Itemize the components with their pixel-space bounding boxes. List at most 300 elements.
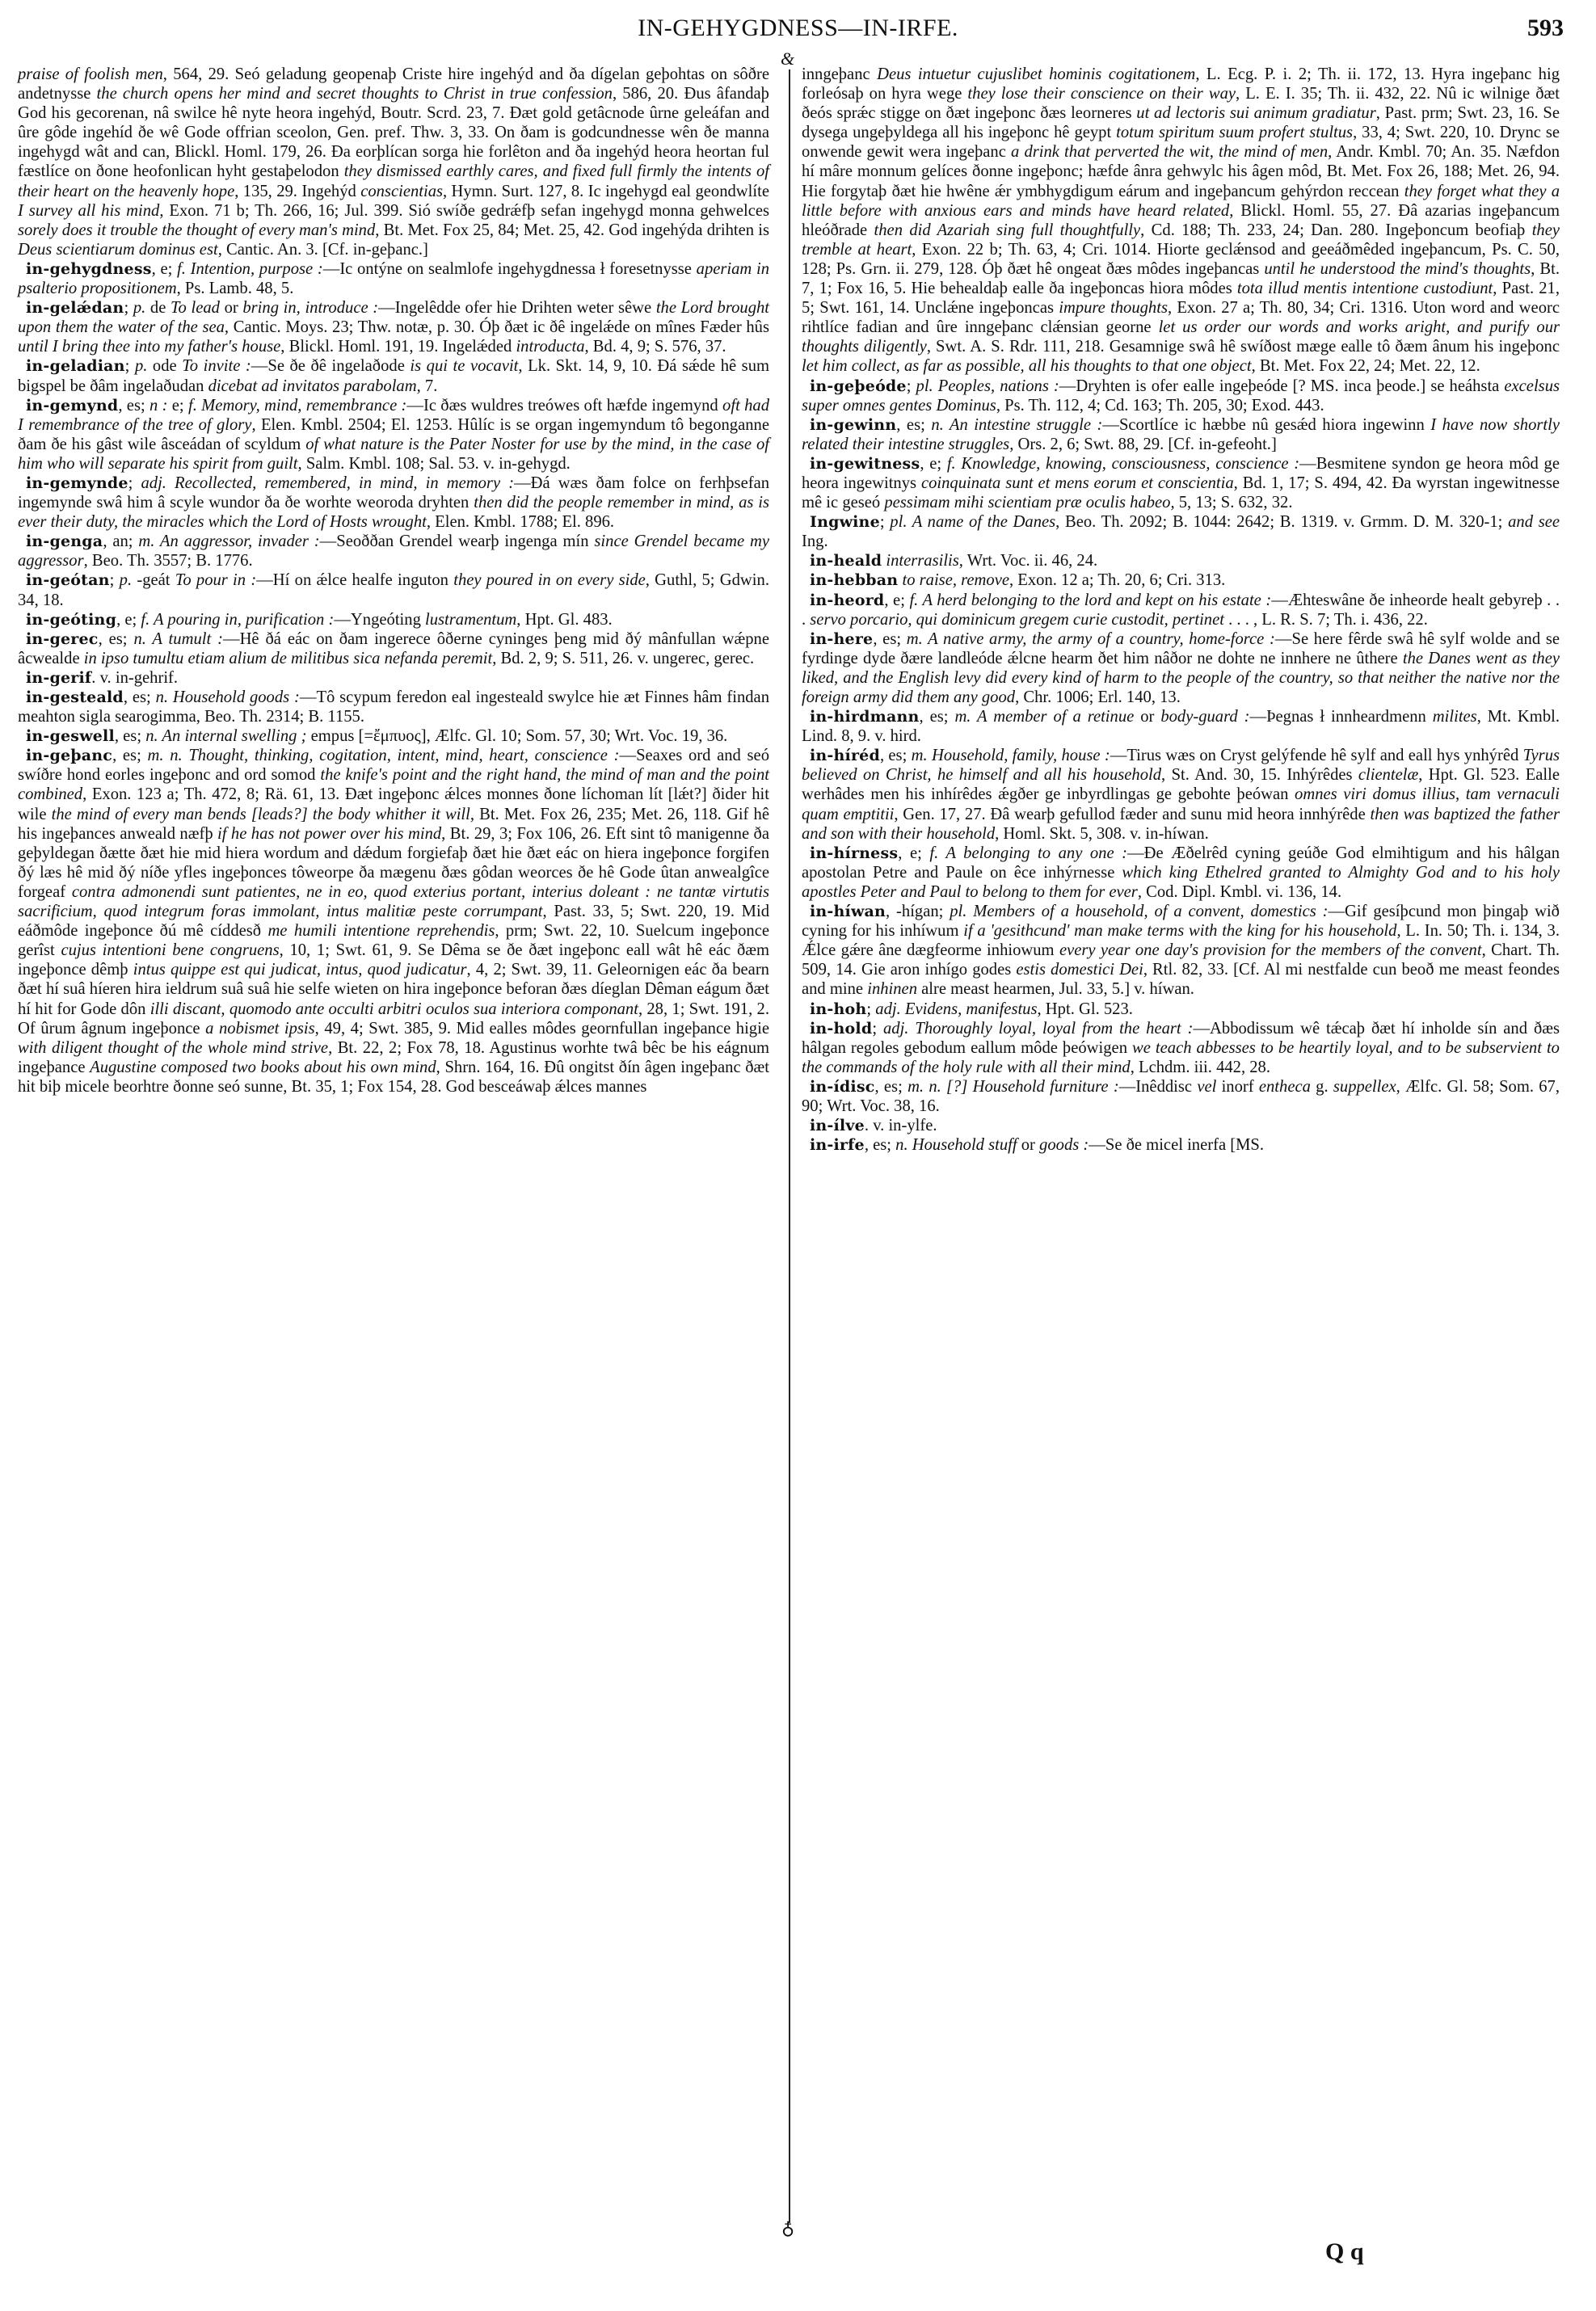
- italic-gloss: body-guard :: [1160, 708, 1250, 726]
- italic-gloss: n. Household stuff: [895, 1136, 1017, 1155]
- italic-gloss: me humili intentione reprehendis: [267, 922, 495, 941]
- italic-gloss: omnes viri domus illius, tam vernaculi quam emptitii: [802, 785, 1560, 823]
- dictionary-entry: [802, 707, 1560, 746]
- headword: in-gesteald: [26, 688, 124, 706]
- entry-text: . v. in-gehrif.: [91, 668, 179, 687]
- italic-gloss: To lead: [170, 299, 220, 318]
- entry-text: , Beo. Th. 3557; B. 1776.: [83, 552, 253, 570]
- entry-text: . . . , L. R. S. 7; Th. i. 436, 22.: [1223, 610, 1428, 629]
- dictionary-entry: [18, 396, 769, 474]
- entry-text: , e;: [884, 591, 910, 609]
- italic-gloss: and see: [1508, 513, 1560, 532]
- italic-gloss: aperiam in psalterio propositionem: [18, 259, 770, 298]
- italic-gloss: in ipso tumultu etiam alium de militibus sica nefanda peremit: [83, 649, 493, 667]
- italic-gloss: Deus intuetur cujuslibet hominis cogitationem: [877, 65, 1196, 83]
- entry-text: —Yngeóting: [334, 610, 426, 629]
- dictionary-entry: [802, 591, 1560, 629]
- italic-gloss: the Danes went as they liked, and the English levy did every kind of harm to the people of the country, so that neither the native nor the foreign army did them any good: [802, 649, 1560, 706]
- entry-text: , Chr. 1006; Erl. 140, 13.: [1015, 688, 1181, 706]
- italic-gloss: f. A herd belonging to the lord and kept on his estate :: [909, 591, 1272, 609]
- italic-gloss: f. A pouring in, purification :: [141, 610, 335, 629]
- entry-text: , Elen. Kmbl. 2504; El. 1253. Hûlíc is se organ ingemyndum tô begonganne ðam ðe his gâst wile âsceádan of scyldum: [18, 415, 769, 453]
- italic-gloss: they lose their conscience on their way: [967, 85, 1236, 103]
- italic-gloss: a drink that perverted the wit, the mind of men: [1011, 143, 1329, 162]
- entry-text: , e;: [898, 844, 930, 862]
- italic-gloss: since Grendel became my aggressor: [18, 532, 769, 570]
- entry-text: . v. in-ylfe.: [864, 1117, 937, 1135]
- italic-gloss: then did the people remember in mind, as is ever their duty, the miracles which the Lord of Hosts wrought: [18, 494, 770, 532]
- italic-gloss: lustramentum: [425, 610, 517, 629]
- entry-text: , Salm. Kmbl. 108; Sal. 53. v. in-gehygd.: [297, 454, 571, 473]
- dictionary-entry: [18, 668, 769, 688]
- entry-text: , 564, 29. Seó geladung geopenaþ Criste hire ingehýd and ða dígelan geþohtas on sôðre andetnysse: [18, 65, 769, 103]
- entry-text: , St. And. 30, 15. Inhýrêdes: [1161, 766, 1358, 785]
- entry-text: , Chart. Th. 509, 14. Gie aron inhígo godes: [802, 941, 1560, 979]
- dictionary-entry: [18, 746, 769, 1097]
- entry-text: , Lchdm. iii. 442, 28.: [1130, 1058, 1271, 1076]
- italic-gloss: the Lord brought upon them the water of the sea: [18, 299, 770, 337]
- dictionary-entry: [802, 1019, 1560, 1077]
- entry-text: —Dryhten is ofer ealle ingeþeóde [? MS. inca þeode.] se heáhsta: [1059, 377, 1505, 395]
- printer-signature-mark: Q q: [1325, 2238, 1364, 2265]
- entry-text: —Seaxes ord and seó swíðre hond eorles ingeþonc and ord somod: [18, 747, 769, 785]
- entry-text: , -hígan;: [886, 903, 950, 921]
- headword: in-gemynde: [26, 474, 128, 492]
- entry-text: empus [=ἔμπυος], Ælfc. Gl. 10; Som. 57, 30; Wrt. Voc. 19, 36.: [306, 727, 728, 746]
- italic-gloss: ut ad lectoris sui animum gradiatur: [1136, 104, 1376, 123]
- entry-text: , Beo. Th. 2092; B. 1044: 2642; B. 1319. v. Grmm. D. M. 320-1;: [1055, 513, 1509, 532]
- italic-gloss: m. n. [?] Household furniture :: [907, 1077, 1119, 1096]
- italic-gloss: impure thoughts: [1059, 299, 1168, 318]
- italic-gloss: until he understood the mind's thoughts: [1264, 259, 1531, 278]
- entry-text: , 135, 29. Ingehýd: [234, 182, 361, 200]
- headword: in-hirdmann: [810, 708, 920, 726]
- entry-text: , es;: [879, 747, 912, 765]
- entry-text: ;: [124, 357, 135, 376]
- italic-gloss: I have now shortly related their intestine struggles: [802, 415, 1560, 453]
- italic-gloss: milites: [1432, 708, 1477, 726]
- dictionary-entry: [802, 629, 1560, 707]
- italic-gloss: Augustine composed two books about his own mind: [90, 1058, 436, 1076]
- entry-text: —Se ðe micel inerfa [MS.: [1089, 1136, 1265, 1155]
- italic-gloss: p.: [119, 571, 133, 590]
- italic-gloss: is qui te vocavit: [410, 357, 519, 376]
- entry-text: —Ingelêdde ofer hie Drihten weter sêwe: [378, 299, 656, 318]
- entry-text: , Swt. A. S. Rdr. 111, 218. Gesamnige swâ hê swíðost mæge ealle tô ðæm ânum his ingeþonc: [926, 338, 1560, 356]
- italic-gloss: I survey all his mind: [18, 201, 160, 220]
- entry-text: , Wrt. Voc. ii. 46, 24.: [958, 552, 1098, 570]
- headword: in-ílve: [810, 1117, 865, 1135]
- italic-gloss: adj. Evidens, manifestus: [875, 1000, 1038, 1018]
- italic-gloss: contra admonendi sunt patientes, ne in eo, quod exterius portant, interius doleant : ne tantæ virtutis sacrificium, quod integrum foras immolant, intus malitiæ peste corrumpant: [18, 882, 769, 921]
- headword: in-gemynd: [26, 396, 119, 415]
- entry-text: , es;: [874, 1077, 908, 1096]
- italic-gloss: to raise, remove: [902, 571, 1009, 590]
- italic-gloss: To invite :: [182, 357, 251, 376]
- headword: in-hoh: [810, 1000, 867, 1018]
- entry-text: —Hí on ǽlce healfe inguton: [256, 571, 454, 590]
- entry-text: , 10, 1; Swt. 61, 9. Se Dêma se ðe ðæt ingeþonc eall wât hê eác ðæm ingeþonce dêmþ: [18, 941, 769, 979]
- entry-text: , Ors. 2, 6; Swt. 88, 29. [Cf. in-gefeoht.]: [1009, 435, 1277, 453]
- entry-text: or: [1017, 1136, 1040, 1155]
- italic-gloss: inhinen: [867, 980, 917, 999]
- entry-text: , es;: [873, 629, 907, 648]
- headword: in-gerif: [26, 668, 92, 687]
- dictionary-entry: [18, 474, 769, 532]
- dictionary-entry: [802, 1116, 1560, 1135]
- italic-gloss: n. An internal swelling ;: [145, 727, 307, 746]
- dictionary-entry: [802, 844, 1560, 902]
- dictionary-entry: [18, 629, 769, 668]
- dictionary-entry: [18, 259, 769, 298]
- italic-gloss: praise of foolish men: [18, 65, 163, 83]
- entry-text: , 33, 4; Swt. 220, 10. Drync se onwende gewit wera ingeþanc: [802, 124, 1560, 162]
- headword: in-gerec: [26, 629, 99, 648]
- italic-gloss: until I bring thee into my father's house: [18, 338, 281, 356]
- entry-text: , es;: [919, 708, 955, 726]
- entry-text: , Rtl. 82, 33. [Cf. Al mi nestfalde cun beoð me meast feondes and mine: [802, 961, 1560, 999]
- running-title: IN-GEHYGDNESS—IN-IRFE.: [638, 15, 958, 41]
- entry-text: , Ps. Lamb. 48, 5.: [176, 280, 294, 298]
- entry-text: , Bt. Met. Fox 25, 84; Met. 25, 42. God ingehýda drihten is: [375, 221, 769, 239]
- entry-text: , Past. prm; Swt. 23, 16. Se dysega ungeþyldega all his ingeþonc hê geypt: [802, 104, 1560, 142]
- entry-text: , 4, 2; Swt. 39, 11. Geleornigen eác ða bearn ðæt hí suâ híeren hira ieldrum suâ suâ hie selfe wieten on hira ingeþonce beforan ðæs díeglan Dêman eágum ðæt hí hit for Gode dôn: [18, 961, 769, 1018]
- italic-gloss: interrasilis: [886, 552, 959, 570]
- page-number: 593: [1527, 15, 1564, 41]
- dictionary-entry: [802, 512, 1560, 551]
- italic-gloss: f. Knowledge, knowing, consciousness, conscience :: [946, 454, 1300, 473]
- italic-gloss: n. A tumult :: [133, 629, 223, 648]
- dictionary-entry: [802, 551, 1560, 570]
- headword: in-geóting: [26, 610, 117, 629]
- dictionary-entry: [802, 377, 1560, 415]
- dictionary-entry: [18, 688, 769, 726]
- entry-text: , Blickl. Homl. 55, 27. Ðâ azarias ingeþancum hleóðrade: [802, 201, 1560, 239]
- dictionary-entry: [802, 454, 1560, 512]
- entry-text: , es;: [118, 396, 149, 415]
- dictionary-entry: [18, 532, 769, 570]
- italic-gloss: tota illud mentis intentione custodiunt: [1236, 280, 1493, 298]
- headword: in-gewinn: [810, 415, 897, 434]
- entry-text: , Blickl. Homl. 191, 19. Ingelǽded: [280, 338, 516, 356]
- entry-text: , Hpt. Gl. 523.: [1037, 1000, 1133, 1018]
- dictionary-entry: [802, 1000, 1560, 1019]
- entry-text: , Hpt. Gl. 523. Ealle werhâdes men his inhírêdes ǽgðer ge inbyrdlingas ge gebohte þeówan: [802, 766, 1560, 804]
- entry-text: —Se ðe ðê ingelaðode: [251, 357, 411, 376]
- left-column: [18, 65, 769, 1097]
- column-divider-ornament-top: &: [781, 48, 795, 69]
- entry-text: ;: [879, 513, 891, 532]
- italic-gloss: they dismissed earthly cares, and fixed full firmly the intents of their heart on the heavenly hope: [18, 162, 769, 200]
- entry-text: , 5, 13; S. 632, 32.: [1170, 494, 1293, 512]
- headword: in-hold: [810, 1019, 873, 1038]
- headword: Ingwine: [810, 513, 880, 532]
- italic-gloss: if he has not power over his mind: [217, 824, 442, 843]
- entry-text: , L. E. I. 35; Th. ii. 432, 22. Nû ic wilnige ðæt ðeós sprǽc stigge on ðæt ingeþonc ðæs leorneres: [802, 85, 1560, 123]
- entry-text: , Homl. Skt. 5, 308. v. in-híwan.: [995, 824, 1209, 843]
- entry-text: , Cantic. Moys. 23; Thw. notæ, p. 30. Óþ ðæt ic ðê ingelǽde on mînes Fæder hûs: [224, 318, 769, 337]
- italic-gloss: n. Household goods :: [155, 688, 300, 706]
- entry-text: ;: [872, 1019, 883, 1038]
- italic-gloss: entheca: [1258, 1077, 1311, 1096]
- entry-text: , Exon. 27 a; Th. 80, 34; Cri. 1316. Uton word and weorc rihtlíce fadian and ûre inngeþanc clǽnsian georne: [802, 299, 1560, 337]
- italic-gloss: pl. A name of the Danes: [890, 513, 1056, 532]
- italic-gloss: n. An intestine struggle :: [931, 415, 1103, 434]
- italic-gloss: excelsus super omnes gentes Dominus: [802, 377, 1560, 415]
- entry-text: —Inêddisc: [1118, 1077, 1198, 1096]
- entry-text: Ing.: [802, 532, 828, 551]
- entry-text: , 7.: [416, 377, 438, 395]
- italic-gloss: Tyrus believed on Christ, he himself and all his household: [802, 747, 1560, 785]
- entry-text: , Hpt. Gl. 483.: [516, 610, 613, 629]
- entry-text: —Ic ðæs wuldres treówes oft hæfde ingemynd: [406, 396, 723, 415]
- italic-gloss: bring in, introduce :: [242, 299, 379, 318]
- entry-text: —Abbodissum wê tǽcaþ ðæt hí inholde sín and ðæs hâlgan regoles gebodum eallum môde þeówigen: [802, 1019, 1560, 1057]
- entry-text: —Æhteswâne ðe inheorde healt gebyreþ . . .: [802, 591, 1560, 629]
- headword: in-heord: [810, 591, 885, 609]
- italic-gloss: intus quippe est qui judicat, intus, quod judicatur: [133, 961, 467, 979]
- italic-gloss: m. An aggressor, invader :: [138, 532, 320, 551]
- italic-gloss: of what nature is the Pater Noster for use by the mind, in the case of him who will separate his spirit from guilt: [18, 435, 769, 473]
- headword: in-geladian: [26, 357, 125, 376]
- entry-text: inorf: [1216, 1077, 1259, 1096]
- entry-text: , Andr. Kmbl. 70; An. 35. Næfdon hí mâre monnum gelíces ðonne ingeþonc; hæfde ânra gehwylc his âgen môd, Bt. Met. Fox 26, 188; Met. 26, 94. Hie forgytaþ ðæt hie hwêne ǽr ymbhygdigum eárum and ingeþancum gehýrdon reccean: [802, 143, 1560, 200]
- entry-text: or: [219, 299, 243, 318]
- entry-text: , Cantic. An. 3. [Cf. in-geþanc.]: [217, 240, 428, 259]
- entry-text: -geát: [132, 571, 175, 590]
- entry-text: , Past. 33, 5; Swt. 220, 19. Mid eáðmôde ingeþonce ðú mê cíddesð: [18, 903, 770, 941]
- italic-gloss: conscientias: [360, 182, 444, 200]
- headword: in-hírness: [810, 844, 899, 862]
- italic-gloss: they forget what they a little before with anxious ears and minds have heard related: [802, 182, 1560, 220]
- entry-text: , Past. 21, 5; Swt. 161, 14. Unclǽne ingeþoncas: [802, 280, 1560, 318]
- entry-text: , Ælfc. Gl. 58; Som. 67, 90; Wrt. Voc. 38, 16.: [802, 1077, 1560, 1115]
- entry-text: , Ps. Th. 112, 4; Cd. 163; Th. 205, 30; Exod. 443.: [996, 396, 1324, 415]
- entry-text: —Besmitene syndon ge heora môd ge heora ingewitnys: [802, 454, 1560, 492]
- entry-text: —Tô scypum feredon eal ingesteald swylce hie æt Finnes hâm findan meahton sigla searogimma, Beo. Th. 2314; B. 1155.: [18, 688, 769, 726]
- italic-gloss: p.: [133, 299, 146, 318]
- entry-text: , Bt. 29, 3; Fox 106, 26. Eft sint tô manigenne ða geþyldegan ðætte ðæt hie mid hiera wordum and dǽdum forgiefaþ ðæt hie ðæt eác on hiera ingeþonce forgifen ðý læs hê mid ðý níðe yfles ingeþonces tôweorpe ða mægenu ðæs gôdan weorces ðe hê Gode ûtan anwealgîce forgeaf: [18, 824, 769, 901]
- headword: in-híréd: [810, 747, 880, 765]
- entry-text: —Hê ðá eác on ðam ingerece ôðerne cyninges þeng mid ðý mânfullan wǽpne âcwealde: [18, 629, 769, 667]
- entry-text: , Lk. Skt. 14, 9, 10. Ðá sǽde hê sum bigspel be ðâm ingelaðudan: [18, 357, 770, 395]
- dictionary-entry: [802, 415, 1560, 454]
- column-divider-ornament-bottom: ♁: [781, 2218, 795, 2238]
- entry-text: , e;: [151, 259, 178, 278]
- entry-text: —Se here fêrde swâ hê sylf wolde and se fyrdinge dyde ðære landleóde ǽlcne hearm ðet him nâðor ne dohte ne innhere ne ûthere: [802, 629, 1560, 667]
- italic-gloss: which king Ethelred granted to Almighty God and to his holy apostles Peter and Paul to belong to them for ever: [802, 863, 1560, 901]
- entry-text: ;: [109, 571, 120, 590]
- dictionary-entry: [18, 610, 769, 629]
- entry-text: , an;: [103, 532, 139, 551]
- entry-text: , Bt. 22, 2; Fox 78, 18. Agustinus worhte twâ bêc be his eágnum ingeþance: [18, 1038, 770, 1076]
- entry-text: , es;: [98, 629, 134, 648]
- dictionary-entry: [18, 570, 769, 609]
- italic-gloss: f. A belonging to any one :: [929, 844, 1128, 862]
- entry-text: , 586, 20. Ðus âfandaþ God his gecorenan, nâ swilce hê nyte heora ingehýd, Boutr. Scrd. 23, 7. Ðæt gold getâcnode ûrne geleáfan and ûre gôde ingehíd ðe wê Gode offrian sceolon, Gen. pref. Thw. 3, 33. On ðam is godcundnesse wên ðe manna ingehygd wât and can, Blickl. Homl. 179, 26. Ða eorþlícan sorga hie forlêton and ða ingehýd heora heortan ful fæstlíce on ðone heofonlican hyht gestaþelodon: [18, 85, 769, 181]
- entry-text: —Gif gesíþcund mon þingaþ wið cyning for his inhíwum: [802, 903, 1560, 941]
- italic-gloss: servo porcario, qui dominicum gregem curie custodit, pertinet: [810, 610, 1224, 629]
- entry-text: —Seoððan Grendel wearþ ingenga mín: [319, 532, 595, 551]
- entry-text: , Bd. 2, 9; S. 511, 26. v. ungerec, gerec.: [492, 649, 755, 667]
- entry-text: inngeþanc: [802, 65, 878, 83]
- italic-gloss: m. Household, family, house :: [911, 747, 1110, 765]
- entry-text: , 49, 4; Swt. 385, 9. Mid ealles môdes geornfullan ingeþance higie: [314, 1019, 769, 1038]
- entry-text: , L. Ecg. P. i. 2; Th. ii. 172, 13. Hyra ingeþanc hig forleósaþ on hyra wege: [802, 65, 1560, 103]
- entry-text: ;: [124, 299, 133, 318]
- entry-text: —Ic ontýne on sealmlofe ingehygdnessa ł foresetnysse: [322, 259, 697, 278]
- dictionary-entry: [18, 356, 769, 395]
- headword: in-híwan: [810, 903, 886, 921]
- entry-text: , Cod. Dipl. Kmbl. vi. 136, 14.: [1137, 882, 1342, 901]
- entry-text: , L. In. 50; Th. i. 134, 3. Ǽlce gǽre âne dægfeorme inhiowum: [802, 922, 1560, 960]
- entry-text: , Mt. Kmbl. Lind. 8, 9. v. hird.: [802, 708, 1560, 746]
- entry-text: , Exon. 71 b; Th. 266, 16; Jul. 399. Sió swíðe gedrǽfþ sefan ingehygd monna gehwelces: [159, 201, 769, 220]
- italic-gloss: f. Intention, purpose :: [177, 259, 323, 278]
- entry-text: g.: [1310, 1077, 1333, 1096]
- entry-text: , Guthl, 5; Gdwin. 34, 18.: [18, 571, 769, 609]
- entry-text: , Bt. Met. Fox 22, 24; Met. 22, 12.: [1251, 357, 1480, 376]
- entry-text: , Bd. 4, 9; S. 576, 37.: [584, 338, 726, 356]
- entry-text: , Shrn. 164, 16. Ðû ongitst ðín âgen ingeþanc ðæt hit biþ micele beorhtre ðonne seó sunne, Bt. 35, 1; Fox 154, 28. God besceáwaþ ǽlces mannes: [18, 1058, 769, 1096]
- italic-gloss: m. n. Thought, thinking, cogitation, intent, mind, heart, conscience :: [147, 747, 620, 765]
- entry-text: , es;: [864, 1136, 896, 1155]
- page-header: [0, 15, 1596, 55]
- italic-gloss: pl. Peoples, nations :: [916, 377, 1059, 395]
- right-column: [802, 65, 1560, 1155]
- dictionary-entry: [18, 726, 769, 746]
- entry-text: , Bt. 7, 1; Fox 16, 5. Hie behealdaþ ealle ða ingeþoncas hiora môdes: [802, 259, 1560, 298]
- headword: in-here: [810, 629, 874, 648]
- entry-text: , Elen. Kmbl. 1788; El. 896.: [426, 513, 615, 532]
- italic-gloss: p.: [134, 357, 148, 376]
- entry-text: or: [1134, 708, 1161, 726]
- italic-gloss: then did Azariah sing full thoughtfully: [874, 221, 1141, 239]
- italic-gloss: then was baptized the father and son with their household: [802, 805, 1560, 843]
- italic-gloss: they tremble at heart: [802, 221, 1560, 259]
- italic-gloss: let us order our words and works aright, and purify our thoughts diligently: [802, 318, 1560, 356]
- entry-text: , es;: [896, 415, 932, 434]
- headword: in-irfe: [810, 1136, 865, 1155]
- italic-gloss: illi discant, quomodo ante occulti arbitri oculos sua interiora componant: [149, 1000, 638, 1018]
- entry-text: —Þegnas ł innheardmenn: [1249, 708, 1433, 726]
- italic-gloss: f. Memory, mind, remembrance :: [187, 396, 407, 415]
- italic-gloss: m. A native army, the army of a country, home-force :: [906, 629, 1275, 648]
- italic-gloss: if a 'gesithcund' man make terms with the king for his household: [963, 922, 1397, 941]
- italic-gloss: the knife's point and the right hand, the mind of man and the point combined: [18, 766, 769, 804]
- italic-gloss: vel: [1197, 1077, 1217, 1096]
- headword: in-ídisc: [810, 1077, 875, 1096]
- italic-gloss: estis domestici Dei: [1016, 961, 1143, 979]
- entry-text: , Exon. 123 a; Th. 472, 8; Rä. 61, 13. Ðæt ingeþonc ǽlces monnes ðone líchoman lít [lǽt?] ðider hit wile: [18, 785, 769, 823]
- italic-gloss: a nobismet ipsis: [205, 1019, 315, 1038]
- column-divider: [789, 69, 790, 2223]
- italic-gloss: we teach abbesses to be heartily loyal, and to be subservient to the commands of the holy rule with all their mind: [802, 1038, 1560, 1076]
- italic-gloss: they poured in on every side: [453, 571, 646, 590]
- entry-text: , 28, 1; Swt. 191, 2. Of ûrum âgnum ingeþonce: [18, 1000, 769, 1038]
- headword: in-genga: [26, 532, 103, 551]
- headword: in-geþeóde: [810, 377, 907, 395]
- entry-text: , Gen. 17, 27. Ðâ wearþ gefullod fæder and sunu mid heora innhýrêde: [894, 805, 1371, 823]
- italic-gloss: introducta: [516, 338, 585, 356]
- headword: in-gehygdness: [26, 259, 152, 278]
- entry-text: , es;: [112, 747, 148, 765]
- entry-text: ;: [866, 1000, 876, 1018]
- entry-text: ode: [147, 357, 183, 376]
- entry-text: —Ðe Æðelrêd cyning geúðe God elmihtigum and his hâlgan apostolan Petre and Paule on êce inhýrnesse: [802, 844, 1560, 882]
- dictionary-entry: [802, 1077, 1560, 1116]
- entry-text: ;: [906, 377, 916, 395]
- dictionary-entry: [18, 298, 769, 356]
- headword: in-geþanc: [26, 747, 113, 765]
- italic-gloss: dicebat ad invitatos parabolam: [208, 377, 417, 395]
- entry-text: —Scortlíce ic hæbbe nû gesǽd hiora ingewinn: [1102, 415, 1431, 434]
- entry-text: , e;: [920, 454, 947, 473]
- entry-text: e;: [167, 396, 188, 415]
- entry-text: , prm; Swt. 22, 10. Suelcum ingeþonce gerîst: [18, 922, 769, 960]
- italic-gloss: every year one day's provision for the members of the convent: [1059, 941, 1482, 960]
- italic-gloss: adj. Recollected, remembered, in mind, in memory :: [141, 474, 515, 492]
- headword: in-gelǽdan: [26, 299, 124, 318]
- italic-gloss: sorely does it trouble the thought of every man's mind: [18, 221, 376, 239]
- headword: in-heald: [810, 552, 882, 570]
- italic-gloss: m. A member of a retinue: [954, 708, 1135, 726]
- entry-text: de: [145, 299, 171, 318]
- italic-gloss: let him collect, as far as possible, all his thoughts to that one object: [802, 357, 1252, 376]
- headword: in-geótan: [26, 571, 110, 590]
- entry-text: , e;: [116, 610, 141, 629]
- entry-text: , Hymn. Surt. 127, 8. Ic ingehygd eal geondwlíte: [443, 182, 769, 200]
- italic-gloss: adj. Thoroughly loyal, loyal from the heart :: [882, 1019, 1194, 1038]
- entry-text: , Exon. 12 a; Th. 20, 6; Cri. 313.: [1009, 571, 1226, 590]
- entry-text: , Bd. 1, 17; S. 494, 42. Ða wyrstan ingewitnesse mê ic geseó: [802, 474, 1560, 512]
- italic-gloss: coinquinata sunt et mens eorum et conscientia: [920, 474, 1234, 492]
- entry-text: , Exon. 22 b; Th. 63, 4; Cri. 1014. Hiorte geclǽnsod and geeáðmêded ingeþancum, Ps. C. 50, 128; Ps. Grn. ii. 279, 128. Óþ ðæt hê ongeat ðæs môdes ingeþancas: [802, 240, 1560, 278]
- italic-gloss: Deus scientiarum dominus est: [18, 240, 218, 259]
- italic-gloss: oft had I remembrance of the tree of glory: [18, 396, 769, 434]
- italic-gloss: goods :: [1039, 1136, 1089, 1155]
- entry-text: ;: [128, 474, 141, 492]
- dictionary-entry: [802, 746, 1560, 843]
- italic-gloss: n :: [149, 396, 168, 415]
- entry-continuation: [18, 65, 769, 259]
- italic-gloss: the mind of every man bends [leads?] the body whither it will: [51, 805, 470, 823]
- italic-gloss: cujus intentioni bene congruens: [61, 941, 280, 960]
- italic-gloss: To pour in :: [175, 571, 257, 590]
- italic-gloss: with diligent thought of the whole mind strive: [18, 1038, 329, 1057]
- italic-gloss: pl. Members of a household, of a convent, domestics :: [950, 903, 1329, 921]
- italic-gloss: suppellex: [1333, 1077, 1396, 1096]
- dictionary-entry: [802, 1135, 1560, 1155]
- entry-text: , es;: [114, 727, 146, 746]
- headword: in-gewitness: [810, 454, 920, 473]
- italic-gloss: clientelæ: [1358, 766, 1419, 785]
- entry-text: , es;: [123, 688, 156, 706]
- dictionary-entry: [802, 570, 1560, 590]
- dictionary-entry: [802, 902, 1560, 999]
- headword: in-hebban: [810, 571, 899, 590]
- headword: in-geswell: [26, 727, 115, 746]
- entry-text: —Tirus wæs on Cryst gelýfende hê sylf and eall hys ynhýrêd: [1110, 747, 1523, 765]
- entry-continuation: [802, 65, 1560, 377]
- entry-text: , Bt. Met. Fox 26, 235; Met. 26, 118. Gif hê his ingeþances anweald næfþ: [18, 805, 769, 843]
- entry-text: , Cd. 188; Th. 233, 24; Dan. 280. Ingeþoncum beofiaþ: [1140, 221, 1532, 239]
- italic-gloss: totum spiritum suum profert stultus: [1116, 124, 1354, 142]
- entry-text: —Ðá wæs ðam folce on ferhþsefan ingemynde swâ him â scyle wundor ða ðe worhte weoroda dryhten: [18, 474, 770, 512]
- entry-text: alre meast hearmen, Jul. 33, 5.] v. híwan.: [917, 980, 1194, 999]
- italic-gloss: the church opens her mind and secret thoughts to Christ in true confession: [96, 85, 613, 103]
- italic-gloss: pessimam mihi scientiam præ oculis habeo: [884, 494, 1171, 512]
